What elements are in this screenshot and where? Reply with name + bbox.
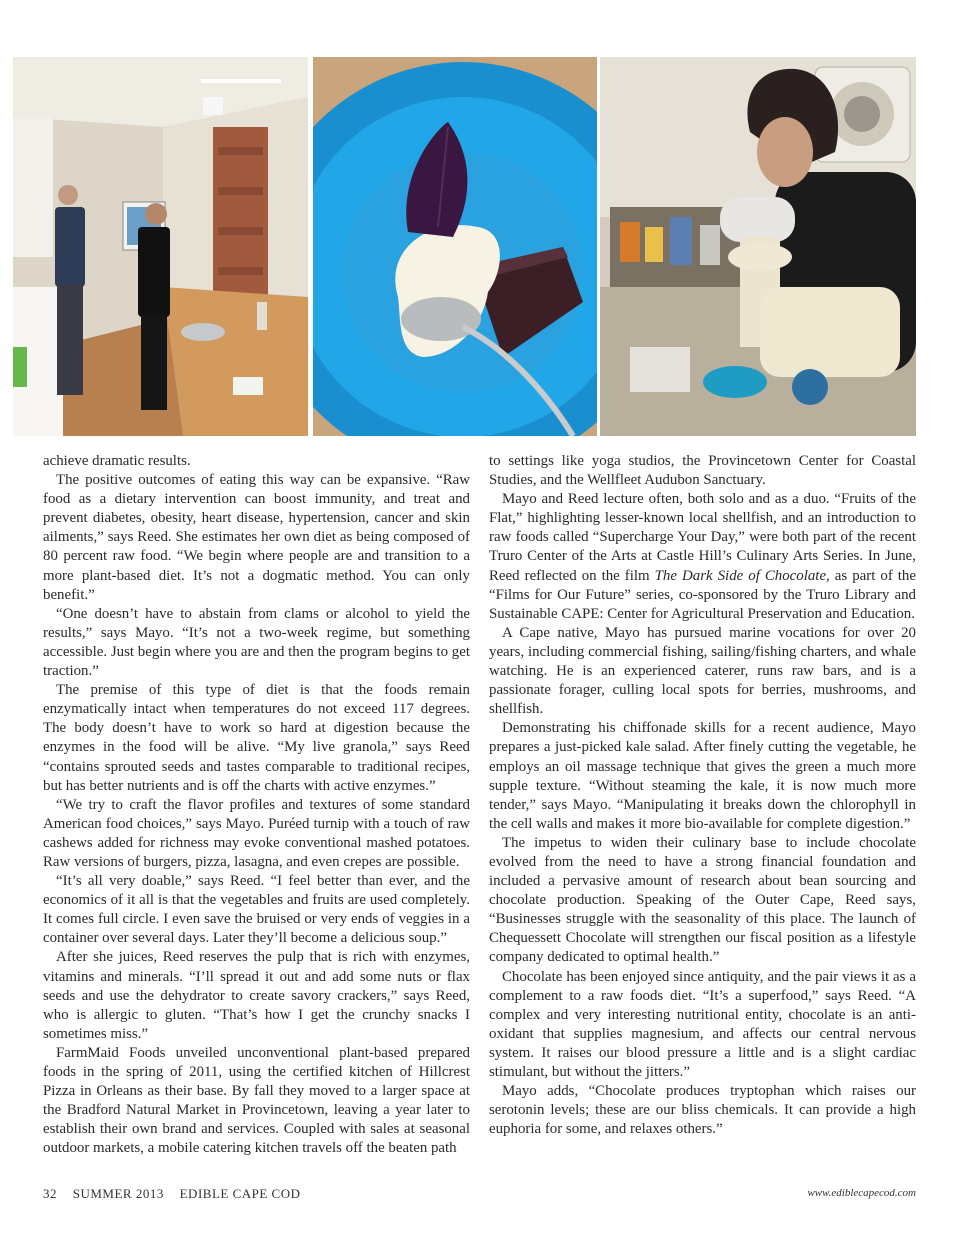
paragraph: Demonstrating his chiffonade skills for a recent audience, Mayo prepares a just-picked kale salad. After finely cutting the vegetable, he employs an oil massage technique that gives the green a much more supple texture. “Without steaming the kale, it is now much more tender,” says Mayo. “Manipulating it breaks down the chlorophyll in the cell walls and makes it more bio-available for complete digestion.” [489, 720, 916, 832]
article-column-right [489, 452, 916, 1139]
paragraph: “One doesn’t have to abstain from clams or alcohol to yield the results,” says Mayo. “It’s not a two-week regime, but something accessible. Just begin where you are and then the program begins to get traction.” [43, 605, 470, 680]
website-url: www.ediblecapecod.com [807, 1187, 916, 1199]
paragraph: Mayo adds, “Chocolate produces tryptophan which raises our serotonin levels; these are our bliss chemicals. It can provide a high euphoria for some, and relaxes others.” [489, 1083, 916, 1138]
paragraph: The positive outcomes of eating this way can be expansive. “Raw food as a dietary intervention can boost immunity, and treat and prevent diabetes, obesity, heart disease, hypertension, cancer and skin ailments,” says Reed. She estimates her own diet as being composed of 80 percent raw food. “We begin where people are and transition to a more plant-based diet. It’s not a dogmatic method. You can only benefit.” [43, 472, 470, 603]
paragraph: The impetus to widen their culinary base to include chocolate evolved from the need to have a strong financial foundation and included a pervasive amount of research about bean sourcing and chocolate production. Speaking of the Outer Cape, Reed says, “Businesses struggle with the seasonality of this place. The launch of Chequessett Chocolate will strengthen our fiscal position as a lifestyle company dedicated to optimal health.” [489, 834, 916, 966]
page-number: 32 [43, 1186, 57, 1201]
footer-left [43, 1186, 313, 1202]
paragraph: The premise of this type of diet is that the foods remain enzymatically intact when temperatures do not exceed 117 degrees. The body doesn’t have to work so hard at digestion because the enzymes in the food will be alive. “My live granola,” says Reed “contains sprouted seeds and tastes comparable to traditional recipes, but has better nutrients and is off the charts with active enzymes.” [43, 682, 470, 794]
paragraph-text: as part of the “Films for Our Future” series, co-sponsored by the Truro Library and Sustainable CAPE: Center for Agricultural Preservation and Education. [489, 567, 916, 622]
paragraph: “We try to craft the flavor profiles and textures of some standard American food choices,” says Mayo. Puréed turnip with a touch of raw cashews added for richness may evoke conventional mashed potatoes. Raw versions of burgers, pizza, lasagna, and even crepes are possible. [43, 796, 470, 870]
paragraph: FarmMaid Foods unveiled unconventional plant-based prepared foods in the spring of 2011, using the certified kitchen of Hillcrest Pizza in Orleans as their base. By fall they moved to a larger space at the Bradford Natural Market in Provincetown, leaving a year later to establish their own brand and services. Coupled with sales at seasonal outdoor markets, a mobile catering kitchen travels off the beaten path [43, 1044, 470, 1157]
paragraph: “It’s all very doable,” says Reed. “I feel better than ever, and the economics of it all is that the vegetables and fruits are used completely. It comes full circle. I even save the bruised or very ends of veggies in a container over several days. Later they’ll become a delicious soup.” [43, 873, 470, 947]
paragraph: Chocolate has been enjoyed since antiquity, and the pair views it as a complement to a raw foods diet. “It’s a superfood,” says Reed. “A complex and very interesting nutritional entity, chocolate is an anti-oxidant that supplies magnesium, and affects our central nervous system. It raises our blood pressure a little and is a slight cardiac stimulant, but without the jitters.” [489, 968, 916, 1080]
dessert-bowl-photo [313, 57, 597, 436]
paragraph: After she juices, Reed reserves the pulp that is rich with enzymes, vitamins and minerals. “I’ll spread it out and add some nuts or flax seeds and use the dehydrator to create savory crackers,” says Reed, who is allergic to gluten. “That’s how I get the crunchy snacks I sometimes miss.” [43, 949, 470, 1042]
paragraph-text: Mayo and Reed lecture often, both solo and as a duo. “Fruits of the Flat,” highlighting lesser-known local shellfish, and an introduction to raw foods called “Supercharge Your Day,” were both part of the recent Truro Center of the Arts at Castle Hill’s Culinary Arts Series. In June, Reed reflected on the film [489, 491, 916, 584]
issue-date: SUMMER 2013 [72, 1186, 164, 1201]
film-title: The Dark Side of Chocolate, [654, 567, 830, 584]
juicer-photo [600, 57, 916, 436]
paragraph [489, 490, 916, 624]
article-column-left [43, 452, 470, 1158]
kitchen-photo [13, 57, 308, 436]
paragraph: A Cape native, Mayo has pursued marine vocations for over 20 years, including commercial fishing, sailing/fishing charters, and whale watching. He is an experienced caterer, runs raw bars, and is a passionate forager, culling local spots for berries, mushrooms, and shellfish. [489, 624, 916, 718]
paragraph: to settings like yoga studios, the Provincetown Center for Coastal Studies, and the Wellfleet Audubon Sanctuary. [489, 453, 916, 489]
paragraph: achieve dramatic results. [43, 453, 191, 469]
publication-name: EDIBLE CAPE COD [179, 1186, 301, 1201]
